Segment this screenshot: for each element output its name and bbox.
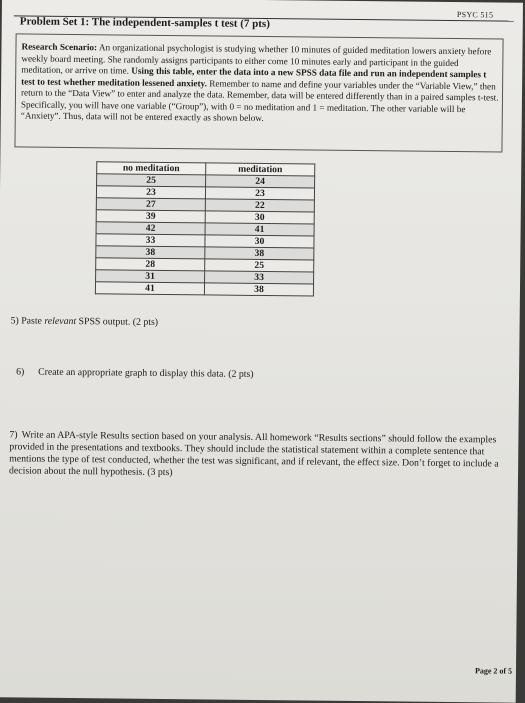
table-cell: 38 <box>204 283 313 296</box>
question-7 <box>9 429 507 482</box>
table-cell: 31 <box>96 270 205 283</box>
table-cell: 25 <box>97 174 206 187</box>
table-cell: 30 <box>205 235 314 248</box>
anxiety-data-table <box>95 161 315 296</box>
table-cell: 38 <box>205 247 314 260</box>
question-5 <box>11 315 159 329</box>
research-scenario <box>21 41 500 127</box>
table-cell: 25 <box>205 259 314 272</box>
question-5-emphasis: relevant <box>44 315 77 328</box>
problem-set-title: Problem Set 1: The independent-samples t test (7 pts) <box>19 15 270 31</box>
question-7-text: Write an APA-style Results section based on your analysis. All homework “Results sections” should follow the examples provided in the presentations and textbooks. They should include the statistical statement within a complete sentence that mentions the type of test conducted, whether the test was significant, and if relevant, the effect size. Don’t forget to include a decision about the null hypothesis. (3 pts) <box>8 429 499 479</box>
table-cell: 30 <box>205 211 314 224</box>
table-cell: 23 <box>96 186 205 199</box>
table-cell: 39 <box>96 210 205 223</box>
question-6-text: Create an appropriate graph to display this data. (2 pts) <box>38 366 254 380</box>
table-cell: 24 <box>206 175 315 188</box>
table-cell: 42 <box>96 222 205 235</box>
table-cell: 23 <box>205 187 314 200</box>
table-cell: 41 <box>205 223 314 236</box>
question-5-post: SPSS output. (2 pts) <box>76 316 159 328</box>
table-cell: 28 <box>96 258 205 271</box>
table-cell: 41 <box>95 282 204 295</box>
table-cell: 22 <box>205 199 314 212</box>
question-5-pre: Paste <box>21 315 45 327</box>
page-number: Page 2 of 5 <box>474 666 513 676</box>
question-number: 6) <box>16 366 25 378</box>
scenario-text-2: Remember to name and define your variables under the “Variable View,” then return to the “Data View” to enter and analyze the data. Remember, data will be entered differently than in a paired samples t-test. Specifically, you will have one variable (“Group”), with 0 = no meditation and 1 = meditation. The other variable will be “Anxiety”. Thus, data will not be entered exactly as shown below. <box>20 77 499 124</box>
table-cell: 27 <box>96 198 205 211</box>
scenario-instruction: Using this table, enter the data into a new SPSS data file and run an independent samples t test to test whether meditation lessened anxiety. <box>21 65 487 88</box>
column-header-meditation: meditation <box>206 163 315 176</box>
question-number: 7) <box>9 429 18 441</box>
scenario-label: Research Scenario: <box>21 41 98 53</box>
question-number: 5) <box>10 315 19 327</box>
course-code: PSYC 515 <box>456 10 494 20</box>
table-cell: 33 <box>205 271 314 284</box>
table-cell: 33 <box>96 234 205 247</box>
column-header-no-meditation: no meditation <box>97 162 206 175</box>
table-row <box>95 282 313 296</box>
table-cell: 38 <box>96 246 205 259</box>
question-6 <box>16 366 254 380</box>
scenario-text-1: An organizational psychologist is studying whether 10 minutes of guided meditation lowers anxiety before weekly board meeting. She randomly assigns participants to either come 10 minutes early and participant in the guided meditation, or arrive on time. <box>21 42 492 76</box>
